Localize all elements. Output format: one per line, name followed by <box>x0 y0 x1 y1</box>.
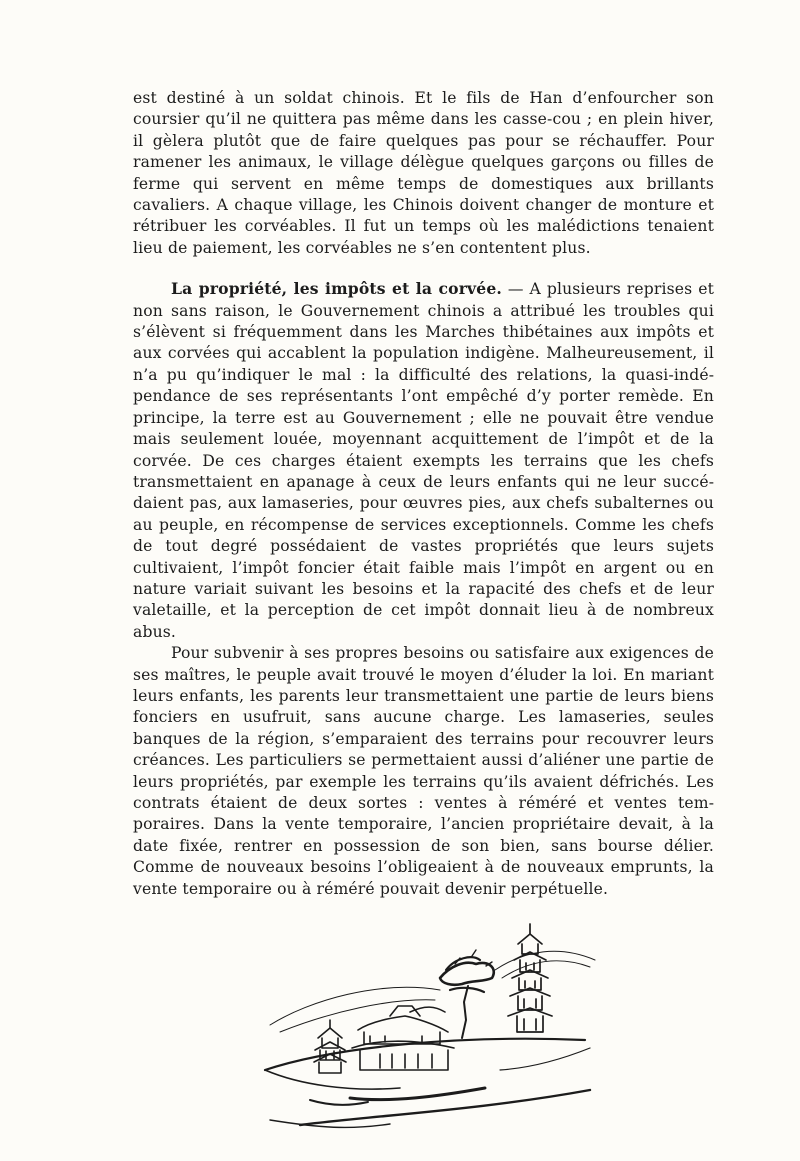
paragraph-2 <box>133 278 714 643</box>
paragraph-1: est destiné à un soldat chinois. Et le fils de Han d’enfourcher son coursier qu’il ne quittera pas même dans les casse-cou ; en plein hiver, il gèlera plutôt que de faire quelques pas pour se réchauffer. Pour ramener les animaux, le village délègue quelques garçons ou filles de ferme qui servent en même temps de domestiques aux brillants cavaliers. A chaque village, les Chinois doivent changer de monture et rétribuer les corvéables. Il fut un temps où les malédictions tenaient lieu de paiement, les corvéables ne s’en contentent plus. <box>133 89 714 257</box>
pagoda-landscape-sketch-icon <box>240 920 610 1135</box>
text-block <box>133 88 714 900</box>
paragraph-3: Pour subvenir à ses propres besoins ou satisfaire aux exigences de ses maîtres, le peuple avait trouvé le moyen d’éluder la loi. En mariant leurs enfants, les parents leur transmettaient une partie de leurs biens fonciers en usufruit, sans aucune charge. Les lamaseries, seules banques de la région, s’emparaient des terrains pour recouvrer leurs créances. Les particuliers se permettaient aussi d’aliéner une partie de leurs propriétés, par exemple les terrains qu’ils avaient défrichés. Les contrats étaient de deux sortes : ventes à réméré et ventes temporaires. Dans la vente temporaire, l’ancien propriétaire devait, à la date fixée, rentrer en possession de son bien, sans bourse délier. Comme de nouveaux besoins l’obligeaient à de nouveaux emprunts, la vente temporaire ou à réméré pouvait devenir perpétuelle. <box>133 644 714 898</box>
section-heading: La propriété, les impôts et la corvée. <box>171 279 502 299</box>
paragraph-2-body: — A plusieurs reprises et non sans raison, le Gouvernement chinois a attribué les troubles qui s’élèvent si fréquemment dans les Marches thibétaines aux impôts et aux corvées qui accablent la population indigène. Malheureusement, il n’a pu qu’indiquer le mal : la difficulté des relations, la quasi-indépendance de ses représentants l’ont empêché d’y porter remède. En principe, la terre est au Gouvernement ; elle ne pouvait être vendue mais seulement louée, moyennant acquittement de l’impôt et de la corvée. De ces charges étaient exempts les terrains que les chefs transmettaient en apanage à ceux de leurs enfants qui ne leur succédaient pas, aux lamaseries, pour œuvres pies, aux chefs subalternes ou au peuple, en récompense de services exceptionnels. Comme les chefs de tout degré possédaient de vastes propriétés que leurs sujets cultivaient, l’impôt foncier était faible mais l’impôt en argent ou en nature variait suivant les besoins et la rapacité des chefs et de leur valetaille, et la perception de cet impôt donnait lieu à de nombreux abus. <box>133 280 715 641</box>
